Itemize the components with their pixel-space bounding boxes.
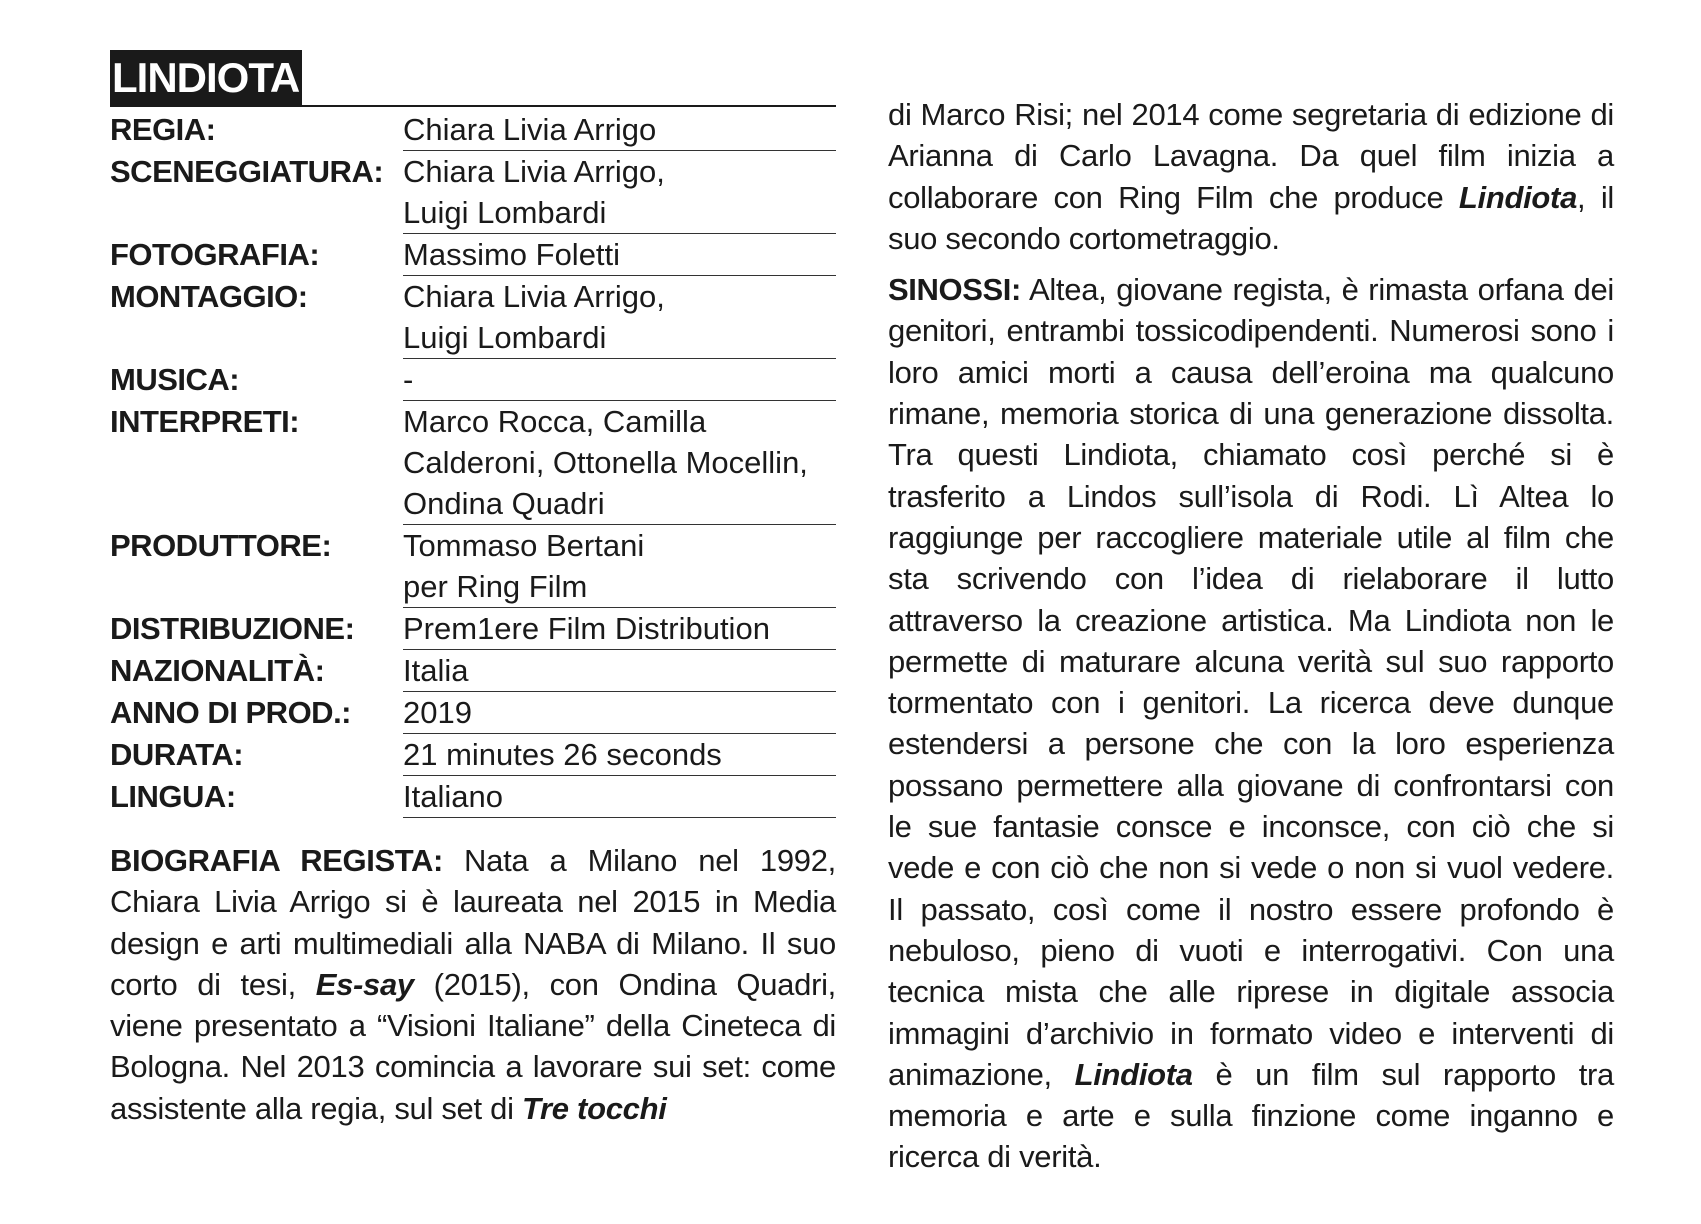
credit-value: Marco Rocca, Camilla Calderoni, Ottonella Mocellin, Ondina Quadri [403,401,836,525]
credits-table [110,109,836,818]
credit-label: DISTRIBUZIONE: [110,611,355,646]
title-bar [110,50,836,107]
credit-row-interpreti [110,401,836,525]
credit-label: MUSICA: [110,362,240,397]
credit-label: ANNO DI PROD.: [110,695,351,730]
biography-continuation: di Marco Risi; nel 2014 come segretaria di edizione di Arianna di Carlo Lavagna. Da quel film inizia a collaborare con Ring Film che produce Lindiota, il suo secondo cortometraggio. [888,97,1614,256]
biography-label: BIOGRAFIA REGISTA: [110,843,443,878]
credit-value: Chiara Livia Arrigo, Luigi Lombardi [403,151,836,234]
credit-value: Prem1ere Film Distribution [403,608,836,650]
credit-label: REGIA: [110,112,216,147]
credit-label: LINGUA: [110,779,236,814]
credit-value: - [403,359,836,401]
credit-value: Chiara Livia Arrigo, Luigi Lombardi [403,276,836,359]
credit-value: Italiano [403,776,836,818]
page-title: LINDIOTA [110,50,302,105]
credit-row-nazionalita [110,650,836,692]
credit-row-fotografia [110,234,836,276]
credit-value: 21 minutes 26 seconds [403,734,836,776]
credit-value: Chiara Livia Arrigo [403,109,836,151]
credit-label: SCENEGGIATURA: [110,154,384,189]
credit-row-musica [110,359,836,401]
left-column [110,50,836,1129]
credit-label: NAZIONALITÀ: [110,653,325,688]
biography-paragraph: BIOGRAFIA REGISTA: Nata a Milano nel 1992, Chiara Livia Arrigo si è laureata nel 2015 in Media design e arti multimediali alla NABA di Milano. Il suo corto di tesi, Es-say (2015), con Ondina Quadri, viene presentato a “Visioni Italiane” della Cineteca di Bologna. Nel 2013 comincia a lavorare sui set: come assistente alla regia, sul set di Tre tocchi [110,843,836,1126]
credit-row-montaggio [110,276,836,359]
credit-label: PRODUTTORE: [110,528,332,563]
credit-row-anno [110,692,836,734]
credit-value: Massimo Foletti [403,234,836,276]
credit-row-lingua [110,776,836,818]
film-title-lindiota: Lindiota [1074,1056,1193,1092]
credit-label: DURATA: [110,737,244,772]
credit-value: Tommaso Bertani per Ring Film [403,525,836,608]
credit-row-regia [110,109,836,151]
synopsis-paragraph: SINOSSI: Altea, giovane regista, è rimasta orfana dei genitori, entrambi tossicodipendenti. Numerosi sono i loro amici morti a causa dell’eroina ma qualcuno rimane, memoria storica di una generazione dissolta. Tra questi Lindiota, chiamato così perché si è trasferito a Lindos sull’isola di Rodi. Lì Altea lo raggiunge per raccogliere materiale utile al film che sta scrivendo con l’idea di rielaborare il lutto attraverso la creazione artistica. Ma Lindiota non le permette di maturare alcuna verità sul suo rapporto tormentato con i genitori. La ricerca deve dunque estendersi a persone che con la loro esperienza possano permettere alla giovane di confrontarsi con le sue fantasie consce e inconsce, con ciò che si vede e con ciò che non si vede o non si vuol vedere. Il passato, così come il nostro essere profondo è nebuloso, pieno di vuoti e interrogativi. Con una tecnica mista che alle riprese in digitale associa immagini d’archivio in formato video e interventi di animazione, Lindiota è un film sul rapporto tra memoria e arte e sulla finzione come inganno e ricerca di verità. [888,272,1615,1175]
credit-row-durata [110,734,836,776]
credit-value: 2019 [403,692,836,734]
film-title-tre-tocchi: Tre tocchi [521,1090,667,1126]
synopsis-label: SINOSSI: [888,272,1021,308]
film-title-es-say: Es-say [315,966,414,1002]
credit-label: MONTAGGIO: [110,279,308,314]
credit-row-distribuzione [110,608,836,650]
credit-label: INTERPRETI: [110,404,300,439]
right-column [888,94,1614,1178]
credit-row-produttore [110,525,836,608]
credit-row-sceneggiatura [110,151,836,234]
credit-label: FOTOGRAFIA: [110,237,320,272]
film-title-lindiota: Lindiota [1458,179,1578,215]
credit-value: Italia [403,650,836,692]
